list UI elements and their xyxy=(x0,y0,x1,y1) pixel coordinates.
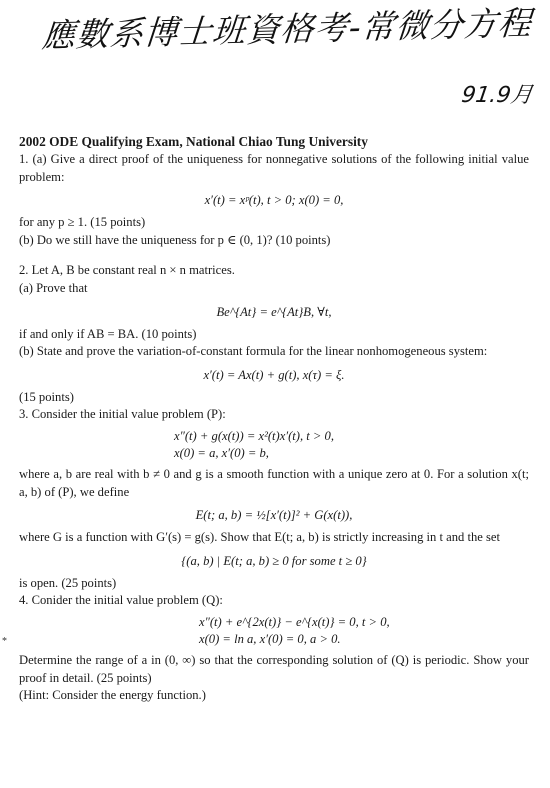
problem-2-part-a: (a) Prove that xyxy=(19,280,88,295)
problem-3-text-3: is open. (25 points) xyxy=(19,575,117,590)
problem-2-part-b: (b) State and prove the variation-of-constant formula for the linear nonhomogeneous system: xyxy=(19,344,488,359)
problem-2-condition-a: if and only if AB = BA. (10 points) xyxy=(19,326,197,341)
margin-mark: * xyxy=(2,636,7,647)
handwritten-date: 91.9月 xyxy=(459,83,535,108)
problem-1-equation: x′(t) = xᵖ(t), t > 0; x(0) = 0, xyxy=(204,193,344,208)
problem-3-intro: 3. Consider the initial value problem (P): xyxy=(19,407,226,422)
problem-2-equation-a: Be^{At} = e^{At}B, ∀t, xyxy=(216,304,332,319)
spacer xyxy=(19,249,529,262)
problem-3-text-1: where a, b are real with b ≠ 0 and g is a smooth function with a unique zero at 0. For a solution x(t; a, b) of (P), we define xyxy=(19,466,529,499)
problem-3-energy-equation: E(t; a, b) = ½[x′(t)]² + G(x(t)), xyxy=(195,508,353,523)
problem-3-equation-system xyxy=(19,428,529,462)
exam-content xyxy=(19,133,529,705)
problem-4-intro: 4. Conider the initial value problem (Q): xyxy=(19,593,223,608)
problem-4-equation-system xyxy=(19,614,529,648)
problem-4-equation-line-1: x″(t) + e^{2x(t)} − e^{x(t)} = 0, t > 0, xyxy=(199,614,390,629)
problem-1-part-b: (b) Do we still have the uniqueness for p ∈ (0, 1)? (10 points) xyxy=(19,232,331,247)
problem-3-text-2: where G is a function with G′(s) = g(s). Show that E(t; a, b) is strictly increasing in t and the set xyxy=(19,530,500,545)
handwritten-title: 應數系博士班資格考-常微分方程 xyxy=(40,3,534,55)
problem-3-equation-line-2: x(0) = a, x′(0) = b, xyxy=(174,445,269,460)
problem-4-text-1: Determine the range of a in (0, ∞) so that the corresponding solution of (Q) is periodic. Show your proof in detail. (25 points) xyxy=(19,652,529,685)
problem-1-condition: for any p ≥ 1. (15 points) xyxy=(19,215,146,230)
problem-2-intro: 2. Let A, B be constant real n × n matrices. xyxy=(19,263,235,278)
problem-2-equation-b: x′(t) = Ax(t) + g(t), x(τ) = ξ. xyxy=(203,367,345,382)
problem-4-hint: (Hint: Consider the energy function.) xyxy=(19,688,206,703)
problem-4-equation-line-2: x(0) = ln a, x′(0) = 0, a > 0. xyxy=(199,631,341,646)
exam-title: 2002 ODE Qualifying Exam, National Chiao Tung University xyxy=(19,134,368,149)
problem-3-set-equation: {(a, b) | E(t; a, b) ≥ 0 for some t ≥ 0} xyxy=(181,553,367,568)
problem-2-points-b: (15 points) xyxy=(19,389,74,404)
problem-3-equation-line-1: x″(t) + g(x(t)) = x²(t)x′(t), t > 0, xyxy=(174,428,334,443)
problem-1-intro: 1. (a) Give a direct proof of the uniqueness for nonnegative solutions of the following initial value problem: xyxy=(19,152,529,184)
